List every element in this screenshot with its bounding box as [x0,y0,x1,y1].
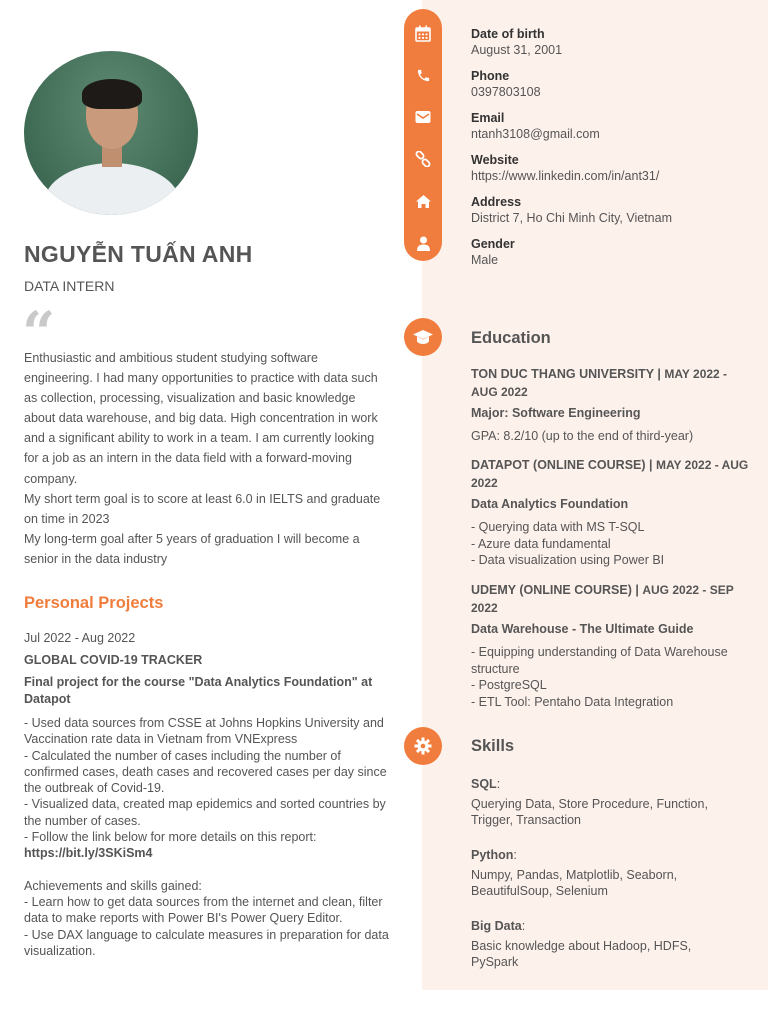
skill-name-line: Big Data: [471,919,526,933]
contact-label: Email [471,111,505,125]
link-icon [404,149,442,169]
project-bullet: - Calculated the number of cases including the number of confirmed cases, death cases and recovered cases per day since the outbreak of Covid-19. [24,748,387,796]
project-bullet: - Visualized data, created map epidemics and sorted countries by the number of cases. [24,797,386,828]
summary-paragraph: My long-term goal after 5 years of graduation I will become a senior in the data industry [24,531,360,566]
contact-label: Address [471,195,522,209]
summary [24,348,388,569]
skill-item [471,847,741,899]
skill-name: SQL [471,777,497,791]
contact-value[interactable]: ntanh3108@gmail.com [471,127,600,141]
education-detail: GPA: 8.2/10 (up to the end of third-year) [471,429,694,443]
education-detail: - Data visualization using Power BI [471,553,665,568]
contact-label: Website [471,153,519,167]
graduation-cap-icon [404,318,442,356]
contact-label: Date of birth [471,27,545,41]
summary-paragraph: Enthusiastic and ambitious student studying software engineering. I had many opportunities to practice with data such as collection, processing, visualization and basic knowledge about data warehouse, and big data. High concentration in work and a significant ability to work in a team. I am currently looking for a job as an intern in the data field with a forward-moving company. [24,351,378,486]
contact-value: District 7, Ho Chi Minh City, Vietnam [471,211,672,225]
education-detail: - Equipping understanding of Data Warehouse structure [471,645,728,676]
contact-website [471,153,761,184]
project-report-link[interactable]: https://bit.ly/3SKiSm4 [24,846,153,861]
calendar-icon [404,23,442,43]
education-dates: MAY 2022 - AUG 2022 [471,458,749,490]
skill-value: Querying Data, Store Procedure, Function, Trigger, Transaction [471,797,708,827]
education-detail: - PostgreSQL [471,678,547,693]
section-title-projects: Personal Projects [24,594,164,612]
education-detail: - ETL Tool: Pentaho Data Integration [471,694,674,709]
project-item [24,630,396,959]
education-detail: - Azure data fundamental [471,536,611,551]
skill-value: Basic knowledge about Hadoop, HDFS, PySpark [471,939,692,969]
achievement-line: - Use DAX language to calculate measures in preparation for data visualization. [24,927,389,958]
contact-address [471,195,761,226]
profile-photo [24,51,198,215]
achievement-line: - Learn how to get data sources from the internet and clean, filter data to make reports with Power BI's Power Query Editor. [24,894,383,926]
education-item [471,457,751,569]
project-bullets [24,715,396,862]
skill-name: Big Data [471,919,522,933]
gear-icon [404,727,442,765]
achievement-line: Achievements and skills gained: [24,878,202,893]
contact-value[interactable]: https://www.linkedin.com/in/ant31/ [471,169,660,183]
education-dates: MAY 2022 - AUG 2022 [471,367,728,399]
education-detail: - Querying data with MS T-SQL [471,520,645,534]
project-date: Jul 2022 - Aug 2022 [24,631,136,645]
contact-value: Male [471,253,499,267]
summary-paragraph: My short term goal is to score at least 6.0 in IELTS and graduate on time in 2023 [24,491,381,526]
education-major: Data Analytics Foundation [471,497,629,511]
contact-icon-bar [404,9,442,261]
education-item [471,582,751,710]
skill-value: Numpy, Pandas, Matplotlib, Seaborn, BeautifulSoup, Selenium [471,868,678,898]
contact-date-of-birth [471,27,761,58]
phone-icon [404,65,442,85]
education-school-line: DATAPOT (ONLINE COURSE) | MAY 2022 - AUG 2022 [471,458,749,490]
user-icon [404,233,442,253]
contact-value: August 31, 2001 [471,43,563,57]
contact-gender [471,237,761,268]
candidate-name: NGUYỄN TUẤN ANH [24,241,253,267]
contact-value[interactable]: 0397803108 [471,85,541,99]
education-major: Data Warehouse - The Ultimate Guide [471,622,694,636]
contact-label: Phone [471,69,510,83]
contact-phone [471,69,761,100]
candidate-role: DATA INTERN [24,278,115,294]
education-school: DATAPOT (ONLINE COURSE) [471,458,646,472]
section-title-education: Education [471,329,551,347]
education-major: Major: Software Engineering [471,406,641,420]
section-title-skills: Skills [471,737,515,755]
skill-name: Python [471,848,514,862]
education-school: UDEMY (ONLINE COURSE) [471,583,632,597]
skill-name-line: Python: [471,848,517,862]
skill-item [471,776,741,828]
home-icon [404,191,442,211]
education-school-line: TON DUC THANG UNIVERSITY | MAY 2022 - AUG 2022 [471,367,728,399]
skill-name-line: SQL: [471,777,501,791]
project-link-text: - Follow the link below for more details on this report: [24,830,317,845]
quote-icon: “ [22,299,56,367]
skill-item [471,918,741,970]
education-school-line: UDEMY (ONLINE COURSE) | AUG 2022 - SEP 2022 [471,583,734,615]
education-dates: AUG 2022 - SEP 2022 [471,583,734,615]
education-item [471,366,751,445]
project-title: GLOBAL COVID-19 TRACKER [24,653,203,667]
contact-email [471,111,761,142]
envelope-icon [404,107,442,127]
contact-label: Gender [471,237,515,251]
project-bullet: - Used data sources from CSSE at Johns Hopkins University and Vaccination rate data in Vietnam from VNExpress [24,716,384,747]
education-school: TON DUC THANG UNIVERSITY [471,367,654,381]
project-link-line [24,829,396,862]
project-achievements [24,878,396,959]
project-subtitle: Final project for the course "Data Analytics Foundation" at Datapot [24,675,373,706]
